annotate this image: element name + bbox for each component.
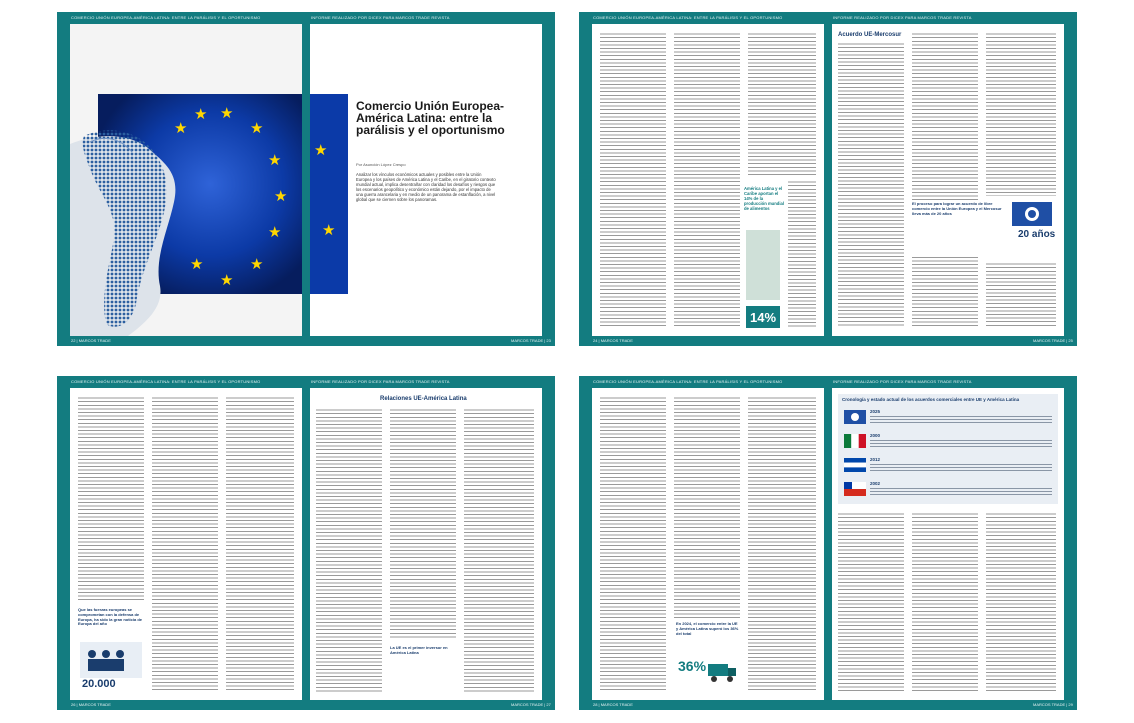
spread-header-right: INFORME REALIZADO POR DICEX PARA MARCOS TRADE REVISTA	[311, 15, 450, 20]
agreement-row	[838, 478, 1058, 500]
page-left	[70, 24, 302, 336]
page-right	[832, 388, 1064, 700]
spread-header-left: COMERCIO UNIÓN EUROPEA-AMÉRICA LATINA: ENTRE LA PARÁLISIS Y EL OPORTUNISMO	[593, 15, 783, 20]
spread-3	[57, 376, 555, 710]
quote-number: 36%	[678, 658, 707, 674]
callout-number: 20 años	[1018, 229, 1056, 240]
page-left	[592, 24, 824, 336]
chile-flag-icon	[844, 482, 866, 496]
page-left	[592, 388, 824, 700]
text-column	[838, 42, 904, 328]
pull-quote: América Latina y el Caribe aportan el 14% de la producción mundial de alimentos	[744, 186, 785, 211]
chart-box	[838, 394, 1058, 504]
eu-latam-cover-photo	[70, 24, 302, 336]
text-column	[78, 396, 144, 600]
section-title: Acuerdo UE-Mercosur	[838, 32, 902, 38]
spread-2	[579, 12, 1077, 346]
text-column	[838, 512, 904, 692]
footer-page-left: 22 | MARCOS TRADE	[71, 338, 111, 343]
spread-4	[579, 376, 1077, 710]
quote-number: 14%	[750, 310, 777, 325]
agreement-year: 2000	[870, 433, 881, 438]
spread-header-left: COMERCIO UNIÓN EUROPEA-AMÉRICA LATINA: ENTRE LA PARÁLISIS Y EL OPORTUNISMO	[71, 379, 261, 384]
footer-page-left: 28 | MARCOS TRADE	[593, 702, 633, 707]
page-right	[832, 24, 1064, 336]
text-column	[600, 396, 666, 692]
eu-star-icon: ★	[274, 189, 288, 205]
footer-page-right: MARCOS TRADE | 29	[1033, 702, 1073, 707]
box-quote: Que las fuerzas europeas se comprometan con la defensa de Europa, ha sido la gran noticia de Europa del año	[78, 607, 143, 627]
text-column	[986, 262, 1056, 328]
text-column	[986, 512, 1056, 692]
text-column	[912, 512, 978, 692]
troops-illustration-icon	[80, 642, 142, 678]
footer-page-left: 26 | MARCOS TRADE	[71, 702, 111, 707]
text-column	[788, 180, 816, 328]
agreement-year: 2002	[870, 481, 881, 486]
text-column	[986, 32, 1056, 196]
agreement-year: 2012	[870, 457, 881, 462]
article-byline: Por Asunción López Crespo	[356, 162, 406, 167]
agreement-row	[838, 406, 1058, 428]
mercosur-flag-icon	[1012, 202, 1052, 250]
spread-1	[57, 12, 555, 346]
footer-page-right: MARCOS TRADE | 23	[511, 338, 551, 343]
truck-icon	[708, 660, 738, 684]
eu-star-icon: ★	[268, 153, 282, 169]
spread-header-right: INFORME REALIZADO POR DICEX PARA MARCOS TRADE REVISTA	[833, 379, 972, 384]
footer-page-left: 24 | MARCOS TRADE	[593, 338, 633, 343]
page-left	[70, 388, 302, 700]
text-column	[600, 32, 666, 328]
eu-star-icon: ★	[322, 223, 336, 239]
eu-star-icon: ★	[268, 225, 282, 241]
eu-star-icon: ★	[190, 257, 204, 273]
mexico-flag-icon	[844, 434, 866, 448]
pull-quote: En 2024, el comercio entre la UE y América Latina superó los 36% del total	[676, 621, 739, 636]
quote-figure-bg	[746, 230, 780, 300]
text-column	[316, 408, 382, 692]
mercosur-flag-icon	[844, 410, 866, 424]
eu-star-icon: ★	[314, 143, 328, 159]
article-title: Comercio Unión Europea-América Latina: entre la parálisis y el oportunismo	[356, 99, 505, 137]
centroamerica-flag-icon	[844, 458, 866, 472]
callout-text: El proceso para lograr un acuerdo de libre comercio entre la Unión Europea y el Mercosur lleva más de 20 años	[912, 201, 1002, 216]
spread-header-left: COMERCIO UNIÓN EUROPEA-AMÉRICA LATINA: ENTRE LA PARÁLISIS Y EL OPORTUNISMO	[593, 379, 783, 384]
eu-star-icon: ★	[220, 106, 234, 122]
agreement-row	[838, 454, 1058, 476]
footer-page-right: MARCOS TRADE | 27	[511, 702, 551, 707]
spread-header-left: COMERCIO UNIÓN EUROPEA-AMÉRICA LATINA: ENTRE LA PARÁLISIS Y EL OPORTUNISMO	[71, 15, 261, 20]
box-number: 20.000	[82, 678, 116, 690]
text-column	[390, 408, 456, 640]
eu-star-icon: ★	[250, 257, 264, 273]
box-quote: La UE es el primer inversor en América Latina	[390, 645, 448, 655]
eu-star-icon: ★	[194, 107, 208, 123]
spread-header-right: INFORME REALIZADO POR DICEX PARA MARCOS TRADE REVISTA	[833, 15, 972, 20]
text-column	[464, 408, 534, 692]
spread-header-right: INFORME REALIZADO POR DICEX PARA MARCOS TRADE REVISTA	[311, 379, 450, 384]
article-intro: Analizar los vínculos económicos actuales y posibles entre la Unión Europea y los países de América Latina y el Caribe, en el giratorio contexto mundial actual, implica desentrañar con claridad los desafíos y riesgos que los escenarios geopolítico y económico están dejando, por el impacto de una guerra arancelaria y en medio de un panorama de estanflación, a nivel global que se ciernen sobre los panoramas.	[356, 172, 496, 202]
text-column	[152, 396, 218, 692]
chart-box-title: Cronología y estado actual de los acuerdos comerciales entre UE y América Latina	[842, 397, 1020, 402]
text-column	[226, 396, 294, 692]
agreement-year: 2025	[870, 409, 881, 414]
page-right	[310, 388, 542, 700]
text-column	[674, 32, 740, 328]
section-title: Relaciones UE-América Latina	[380, 396, 467, 402]
footer-page-right: MARCOS TRADE | 25	[1033, 338, 1073, 343]
eu-star-icon: ★	[250, 121, 264, 137]
text-column	[748, 32, 816, 176]
agreement-row	[838, 430, 1058, 452]
eu-star-icon: ★	[220, 273, 234, 289]
page-right	[310, 24, 542, 336]
eu-star-icon: ★	[174, 121, 188, 137]
text-column	[912, 32, 978, 328]
text-column	[748, 396, 816, 692]
